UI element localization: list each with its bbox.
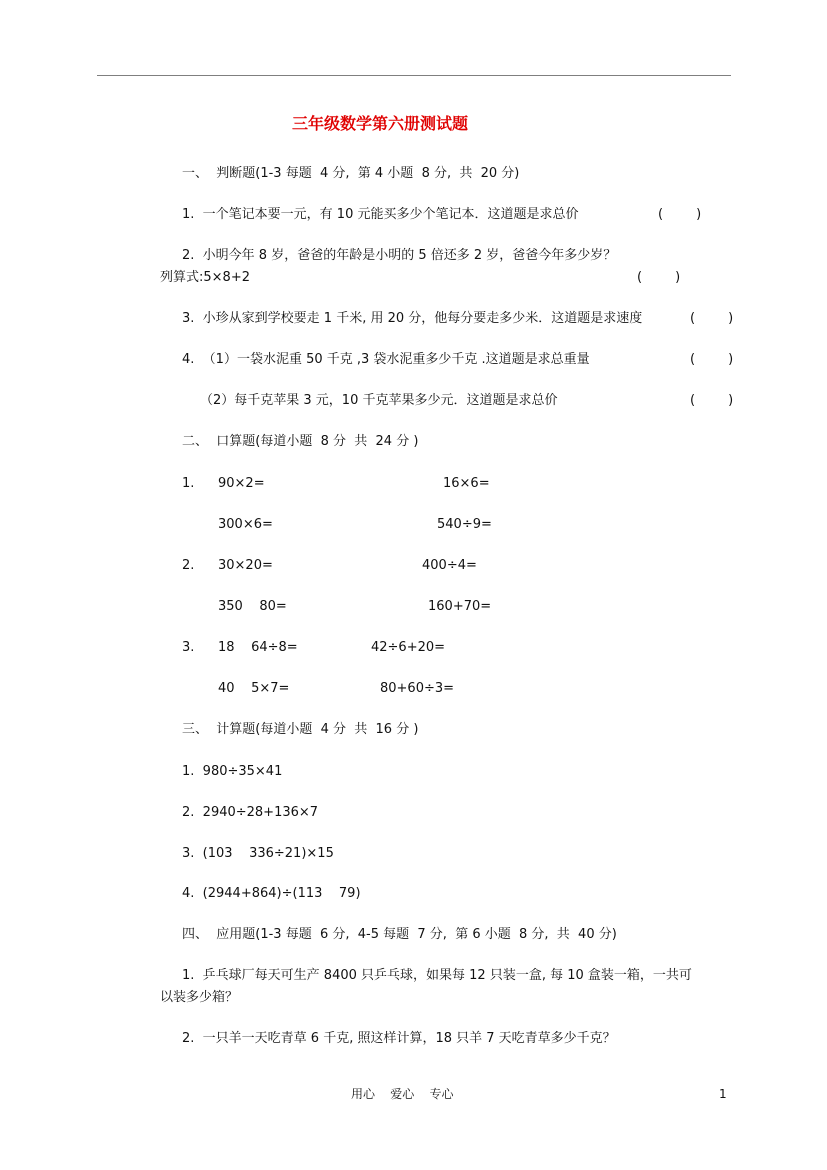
section1-question-1: 1. 一个笔记本要一元，有 10 元能买多少个笔记本．这道题是求总价 <box>182 207 579 222</box>
section1-question-4-2: （2）每千克苹果 3 元，10 千克苹果多少元．这道题是求总价 <box>200 393 558 408</box>
oral-item-left: 30×20= <box>218 558 273 573</box>
section1-question-2-formula: 列算式:5×8+2 <box>160 270 250 285</box>
oral-item-left: 300×6= <box>218 517 273 532</box>
oral-item-right: 400÷4= <box>422 558 477 573</box>
oral-row-number: 3. <box>182 640 195 655</box>
section4-heading: 四、 应用题(1-3 每题 6 分, 4-5 每题 7 分, 第 6 小题 8 分, 共 40 分) <box>182 927 617 942</box>
section1-question-4-1: 4. （1）一袋水泥重 50 千克 ,3 袋水泥重多少千克 .这道题是求总重量 <box>182 352 590 367</box>
calc-item-4: 4. (2944+864)÷(113 79) <box>182 886 361 901</box>
section1-heading: 一、 判断题(1-3 每题 4 分, 第 4 小题 8 分, 共 20 分) <box>182 166 520 181</box>
oral-item-right: 16×6= <box>443 476 490 491</box>
answer-paren-2: ( ) <box>637 270 681 285</box>
answer-paren-4-1: ( ) <box>690 352 734 367</box>
answer-paren-1: ( ) <box>658 207 702 222</box>
calc-item-3: 3. (103 336÷21)×15 <box>182 846 334 861</box>
oral-item-right: 160+70= <box>428 599 492 614</box>
oral-row-number: 1. <box>182 476 195 491</box>
oral-item-left: 350 80= <box>218 599 287 614</box>
document-title: 三年级数学第六册测试题 <box>291 114 468 133</box>
answer-paren-3: ( ) <box>690 311 734 326</box>
oral-item-right: 42÷6+20= <box>371 640 446 655</box>
footer-slogan: 用心 爱心 专心 <box>351 1087 454 1101</box>
section3-heading: 三、 计算题(每道小题 4 分 共 16 分 ) <box>182 722 419 737</box>
oral-row-number: 2. <box>182 558 195 573</box>
oral-item-right: 540÷9= <box>437 517 492 532</box>
oral-item-left: 18 64÷8= <box>218 640 298 655</box>
section2-heading: 二、 口算题(每道小题 8 分 共 24 分 ) <box>182 434 419 449</box>
oral-item-right: 80+60÷3= <box>380 681 455 696</box>
calc-item-1: 1. 980÷35×41 <box>182 764 283 779</box>
section1-question-3: 3. 小珍从家到学校要走 1 千米, 用 20 分，他每分要走多少米．这道题是求速度 <box>182 311 643 326</box>
section1-question-2: 2. 小明今年 8 岁，爸爸的年龄是小明的 5 倍还多 2 岁，爸爸今年多少岁？ <box>182 248 617 263</box>
page-number: 1 <box>719 1087 727 1101</box>
header-rule <box>97 75 731 76</box>
word-problem-1: 1. 乒乓球厂每天可生产 8400 只乒乓球，如果每 12 只装一盒, 每 10 盒装一箱，一共可 <box>182 968 692 983</box>
word-problem-2: 2. 一只羊一天吃青草 6 千克, 照这样计算，18 只羊 7 天吃青草多少千克？ <box>182 1031 616 1046</box>
oral-item-left: 90×2= <box>218 476 265 491</box>
oral-item-left: 40 5×7= <box>218 681 290 696</box>
calc-item-2: 2. 2940÷28+136×7 <box>182 805 319 820</box>
answer-paren-4-2: ( ) <box>690 393 734 408</box>
word-problem-1-continued: 以装多少箱？ <box>160 990 239 1005</box>
